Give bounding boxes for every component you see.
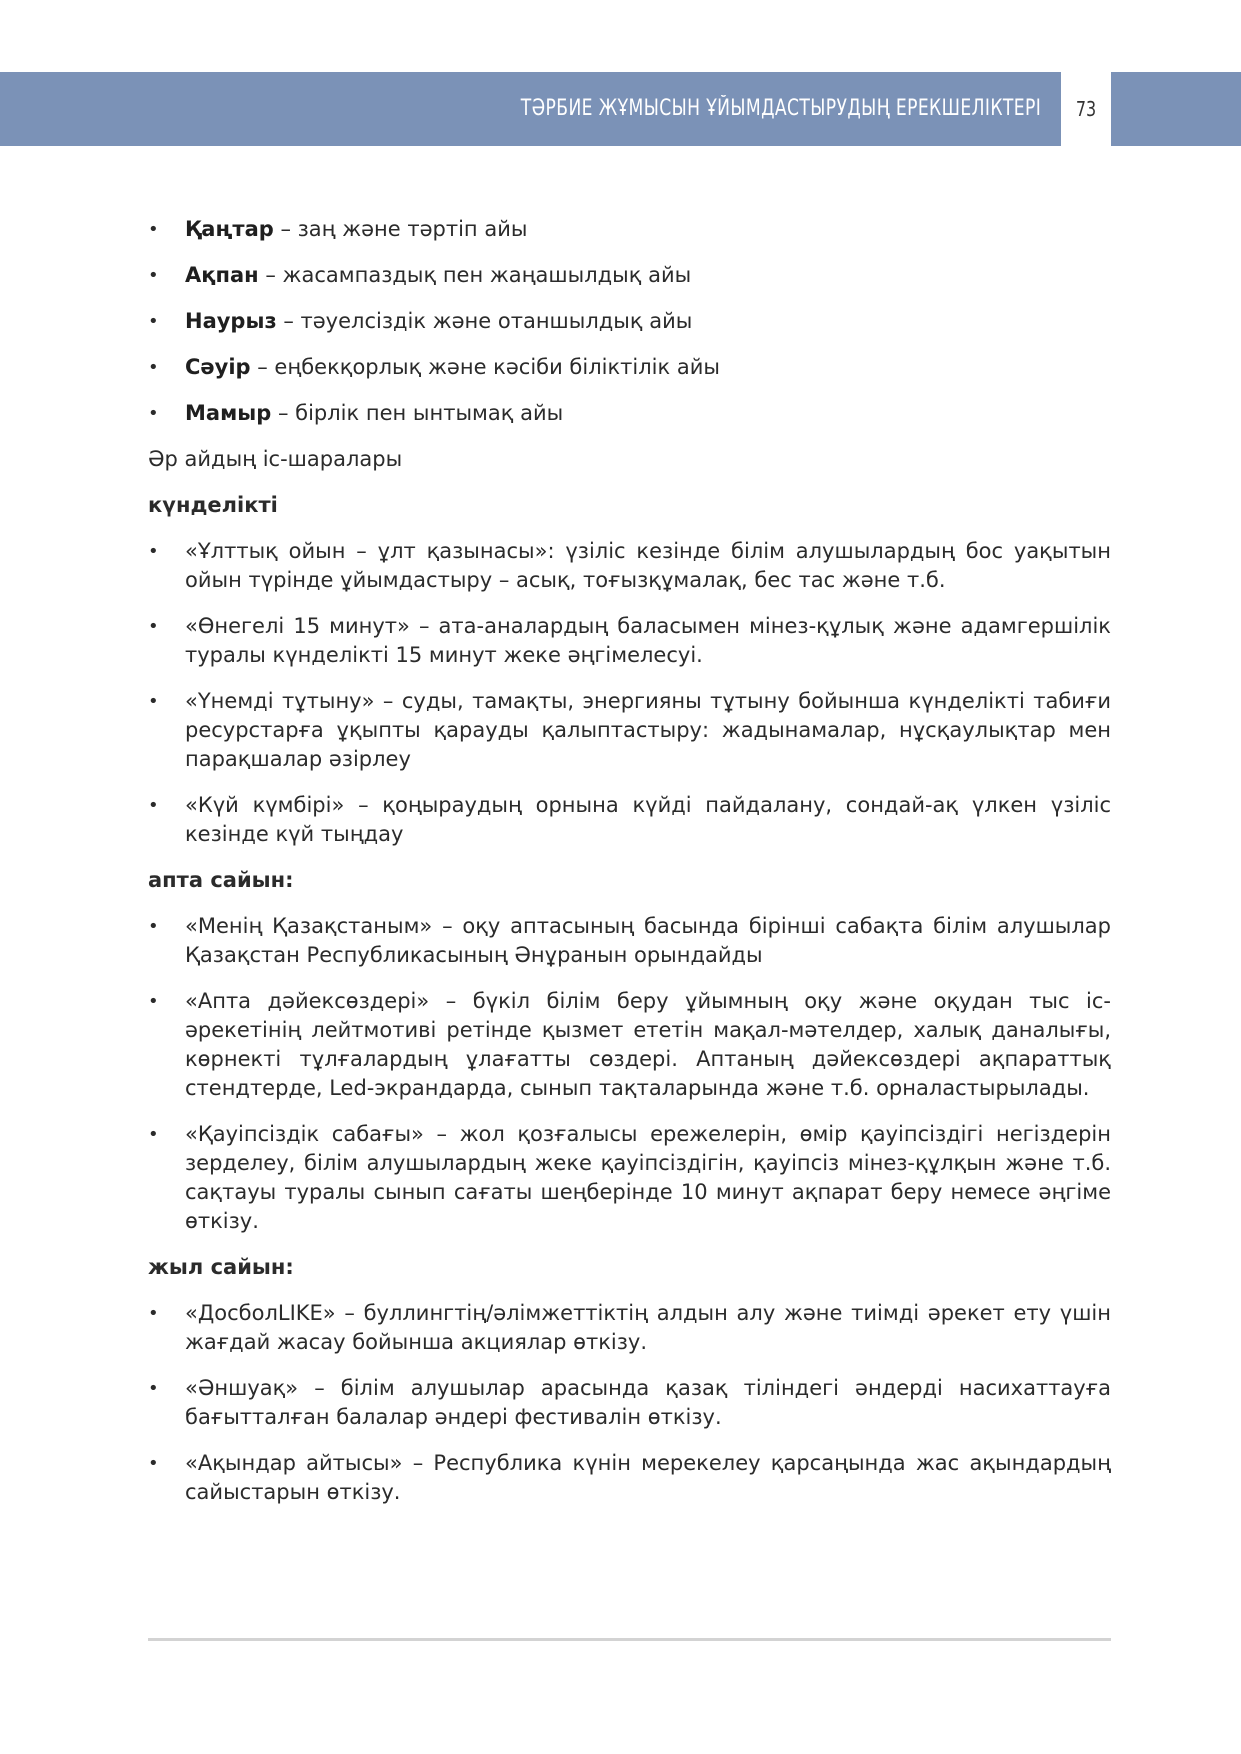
month-name: Ақпан xyxy=(185,263,259,287)
running-header-title: ТӘРБИЕ ЖҰМЫСЫН ҰЙЫМДАСТЫРУДЫҢ ЕРЕКШЕЛІКТЕРІ xyxy=(520,96,1041,121)
item-text: «Апта дәйексөздері» – бүкіл білім беру ұйымның оқу және оқудан тыс іс-әрекетінің лейтмотиві ретінде қызмет ететін мақал-мәтелдер, халық даналығы, көрнекті тұлғалардың ұлағатты сөздері. Аптаның дәйексөздері ақпараттық стендтерде, Led-экрандарда, сынып тақталарында және т.б. орналастырылады. xyxy=(185,989,1111,1100)
list-item xyxy=(148,307,1111,336)
footer-divider xyxy=(148,1638,1111,1641)
list-item xyxy=(148,687,1111,774)
list-item xyxy=(148,912,1111,970)
intro-text: Әр айдың іс-шаралары xyxy=(148,447,403,471)
list-item xyxy=(148,261,1111,290)
bullet-icon: • xyxy=(148,991,159,1012)
months-list xyxy=(148,215,1111,428)
month-desc: – бірлік пен ынтымақ айы xyxy=(271,401,564,425)
yearly-list xyxy=(148,1299,1111,1507)
month-name: Сәуір xyxy=(185,355,251,379)
item-text: «Өнегелі 15 минут» – ата-аналардың баласымен мінез-құлық және адамгершілік туралы күнделікті 15 минут жеке әңгімелесуі. xyxy=(185,614,1111,667)
bullet-icon: • xyxy=(148,1453,159,1474)
item-text: «Ақындар айтысы» – Республика күнін мерекелеу қарсаңында жас ақындардың сайыстарын өткізу. xyxy=(185,1451,1111,1504)
bullet-icon: • xyxy=(148,219,159,240)
month-desc: – тәуелсіздік және отаншылдық айы xyxy=(276,309,693,333)
item-text: «Қауіпсіздік сабағы» – жол қозғалысы ережелерін, өмір қауіпсіздігі негіздерін зерделеу, білім алушылардың жеке қауіпсіздігін, қауіпсіз мінез-құлқын және т.б. сақтауы туралы сынып сағаты шеңберінде 10 минут ақпарат беру немесе әңгіме өткізу. xyxy=(185,1122,1111,1233)
list-item xyxy=(148,215,1111,244)
month-name: Наурыз xyxy=(185,309,277,333)
list-item xyxy=(148,353,1111,382)
bullet-icon: • xyxy=(148,916,159,937)
bullet-icon: • xyxy=(148,403,159,424)
list-item xyxy=(148,1374,1111,1432)
section-heading-weekly: апта сайын: xyxy=(148,868,294,892)
list-item xyxy=(148,1449,1111,1507)
month-desc: – еңбекқорлық және кәсіби біліктілік айы xyxy=(250,355,720,379)
item-text: «Күй күмбірі» – қоңыраудың орнына күйді пайдалану, сондай-ақ үлкен үзіліс кезінде күй тыңдау xyxy=(185,793,1111,846)
item-text: «Үнемді тұтыну» – суды, тамақты, энергияны тұтыну бойынша күнделікті табиғи ресурстарға ұқыпты қарауды қалыптастыру: жадынамалар, нұсқаулықтар мен парақшалар әзірлеу xyxy=(185,689,1111,771)
header-bar xyxy=(0,72,1061,146)
page-number: 73 xyxy=(1075,97,1097,121)
bullet-icon: • xyxy=(148,616,159,637)
item-text: «ДосболLIKE» – буллингтің/әлімжеттіктің алдын алу және тиімді әрекет ету үшін жағдай жасау бойынша акциялар өткізу. xyxy=(185,1301,1111,1354)
list-item xyxy=(148,612,1111,670)
section-heading-yearly: жыл сайын: xyxy=(148,1255,294,1279)
list-item xyxy=(148,1120,1111,1236)
bullet-icon: • xyxy=(148,1303,159,1324)
item-text: «Ұлттық ойын – ұлт қазынасы»: үзіліс кезінде білім алушылардың бос уақытын ойын түрінде ұйымдастыру – асық, тоғызқұмалақ, бес тас және т.б. xyxy=(185,539,1111,592)
bullet-icon: • xyxy=(148,795,159,816)
month-name: Қаңтар xyxy=(185,217,274,241)
bullet-icon: • xyxy=(148,357,159,378)
bullet-icon: • xyxy=(148,1124,159,1145)
month-desc: – жасампаздық пен жаңашылдық айы xyxy=(258,263,692,287)
bullet-icon: • xyxy=(148,311,159,332)
bullet-icon: • xyxy=(148,541,159,562)
bullet-icon: • xyxy=(148,265,159,286)
header-bar-right xyxy=(1111,72,1241,146)
list-item xyxy=(148,1299,1111,1357)
bullet-icon: • xyxy=(148,1378,159,1399)
list-item xyxy=(148,399,1111,428)
item-text: «Әншуақ» – білім алушылар арасында қазақ тіліндегі әндерді насихаттауға бағытталған балалар әндері фестивалін өткізу. xyxy=(185,1376,1111,1429)
bullet-icon: • xyxy=(148,691,159,712)
weekly-list xyxy=(148,912,1111,1236)
list-item xyxy=(148,791,1111,849)
item-text: «Менің Қазақстаным» – оқу аптасының басында бірінші сабақта білім алушылар Қазақстан Республикасының Әнұранын орындайды xyxy=(185,914,1111,967)
month-name: Мамыр xyxy=(185,401,272,425)
month-desc: – заң және тәртіп айы xyxy=(273,217,528,241)
daily-list xyxy=(148,537,1111,849)
list-item xyxy=(148,537,1111,595)
list-item xyxy=(148,987,1111,1103)
page-content xyxy=(148,215,1111,1524)
section-heading-daily: күнделікті xyxy=(148,493,278,517)
